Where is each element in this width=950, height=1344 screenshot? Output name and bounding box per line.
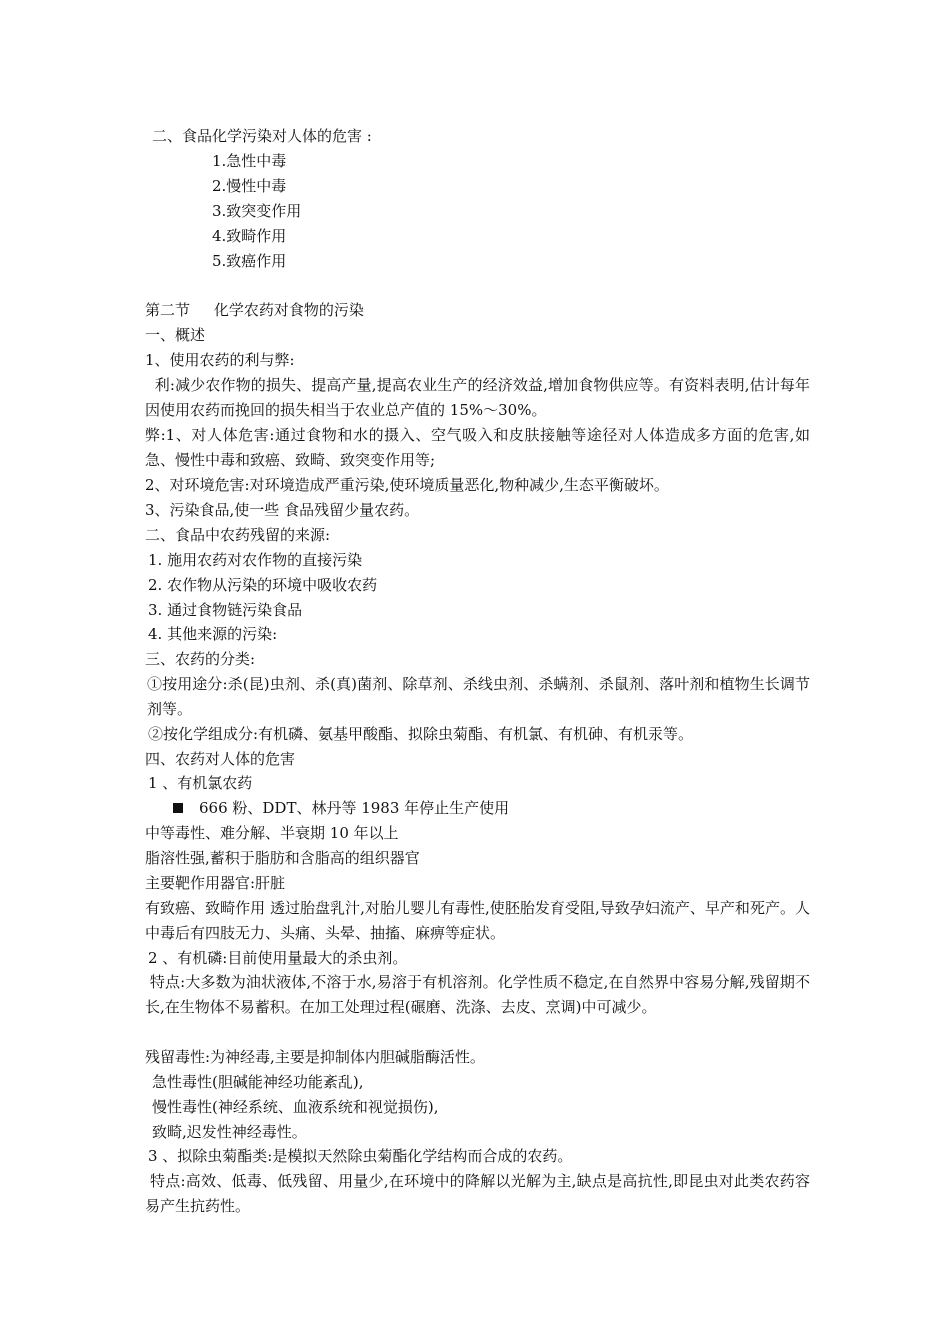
pyrethroid-features: 特点:高效、低毒、低残留、用量少,在环境中的降解以光解为主,缺点是高抗性,即昆虫对此类农药容易产生抗药性。: [145, 1172, 810, 1215]
harm-list-item: 3.致突变作用: [212, 202, 302, 220]
benefit-paragraph: 利:减少农作物的损失、提高产量,提高农业生产的经济效益,增加食物供应等。有资料表明,估计每年因使用农药而挽回的损失相当于农业总产值的 15%～30%。: [145, 376, 810, 419]
classification-by-chemistry: ②按化学组成分:有机磷、氨基甲酸酯、拟除虫菊酯、有机氯、有机砷、有机汞等。: [148, 725, 694, 743]
pyrethroid-heading: 3 、拟除虫菊酯类:是模拟天然除虫菊酯化学结构而合成的农药。: [148, 1147, 573, 1165]
organochlorine-bullet-item: [173, 796, 509, 821]
residue-source-item: 1. 施用农药对农作物的直接污染: [148, 551, 363, 569]
organochlorine-effects: 有致癌、致畸作用 透过胎盘乳汁,对胎儿婴儿有毒性,使胚胎发育受阻,导致孕妇流产、早产和死产。人中毒后有四肢无力、头痛、头晕、抽搐、麻痹等症状。: [145, 899, 810, 942]
residue-source-item: 3. 通过食物链污染食品: [148, 601, 303, 619]
square-bullet-icon: [173, 803, 183, 813]
organochlorine-bullet-text: 666 粉、DDT、林丹等 1983 年停止生产使用: [199, 799, 510, 817]
human-harm-heading: 四、农药对人体的危害: [145, 750, 296, 768]
section-two-heading: 二、食品化学污染对人体的危害 :: [152, 127, 372, 145]
food-pollution: 3、污染食品,使一些 食品残留少量农药。: [145, 501, 420, 519]
toxicity-item: 慢性毒性(神经系统、血液系统和视觉损伤),: [152, 1098, 439, 1116]
organochlorine-heading: 1 、有机氯农药: [148, 774, 253, 792]
organochlorine-line: 主要靶作用器官:肝脏: [145, 874, 286, 892]
harm-list-item: 4.致畸作用: [212, 227, 287, 245]
harm-list-item: 1.急性中毒: [212, 152, 287, 170]
harm-list-item: 5.致癌作用: [212, 252, 287, 270]
organophosphorus-heading: 2 、有机磷:目前使用量最大的杀虫剂。: [148, 949, 408, 967]
classification-heading: 三、农药的分类:: [145, 650, 256, 668]
classification-by-use: ①按用途分:杀(昆)虫剂、杀(真)菌剂、除草剂、杀线虫剂、杀螨剂、杀鼠剂、落叶剂和植物生长调节剂等。: [147, 675, 810, 718]
residue-source-heading: 二、食品中农药残留的来源:: [145, 526, 331, 544]
organochlorine-line: 脂溶性强,蓄积于脂肪和含脂高的组织器官: [145, 849, 420, 867]
residue-source-item: 4. 其他来源的污染:: [148, 625, 278, 643]
organochlorine-line: 中等毒性、难分解、半衰期 10 年以上: [145, 824, 399, 842]
pros-cons-heading: 1、使用农药的利与弊:: [145, 351, 295, 369]
organophosphorus-features: 特点:大多数为油状液体,不溶于水,易溶于有机溶剂。化学性质不稳定,在自然界中容易分解,残留期不长,在生物体不易蓄积。在加工处理过程(碾磨、洗涤、去皮、烹调)中可减少。: [145, 973, 810, 1016]
harm-paragraph: 弊:1、对人体危害:通过食物和水的摄入、空气吸入和皮肤接触等途径对人体造成多方面的危害,如急、慢性中毒和致癌、致畸、致突变作用等;: [145, 426, 810, 469]
harm-list-item: 2.慢性中毒: [212, 177, 287, 195]
environment-harm: 2、对环境危害:对环境造成严重污染,使环境质量恶化,物种减少,生态平衡破坏。: [145, 476, 669, 494]
toxicity-item: 急性毒性(胆碱能神经功能紊乱),: [152, 1073, 364, 1091]
chapter-title: 第二节 化学农药对食物的污染: [145, 301, 364, 319]
toxicity-item: 致畸,迟发性神经毒性。: [152, 1123, 307, 1141]
residue-toxicity: 残留毒性:为神经毒,主要是抑制体内胆碱脂酶活性。: [145, 1048, 485, 1066]
residue-source-item: 2. 农作物从污染的环境中吸收农药: [148, 576, 378, 594]
overview-heading: 一、概述: [145, 326, 206, 344]
